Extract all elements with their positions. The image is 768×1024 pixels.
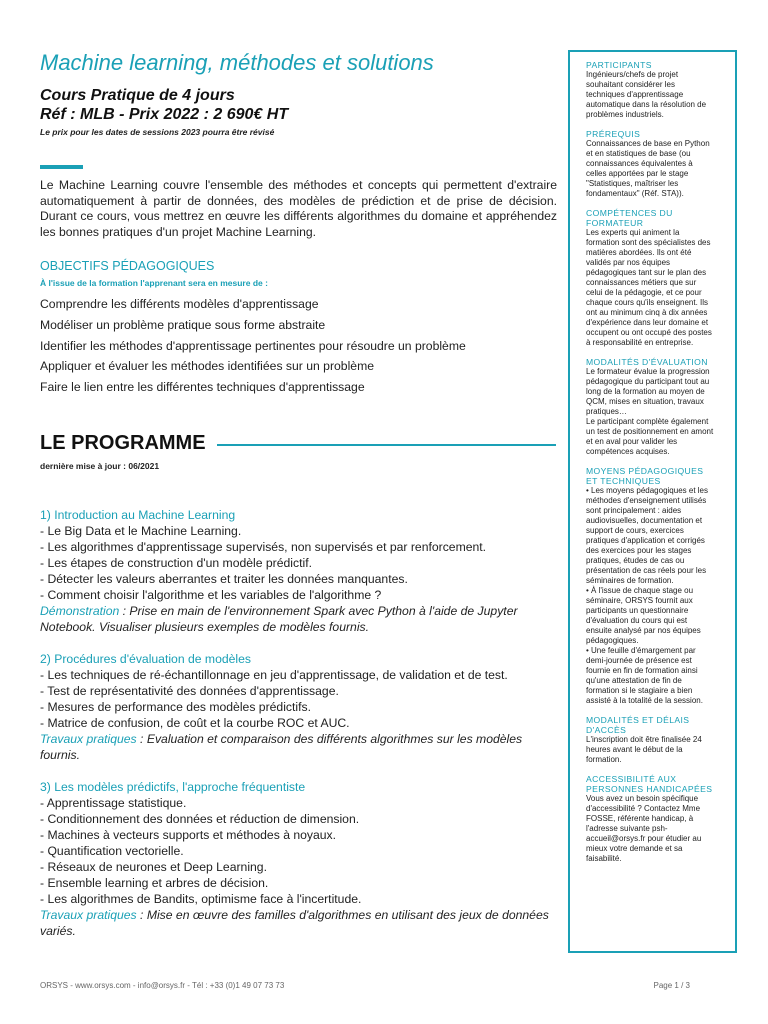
info-sidebar: [568, 50, 737, 953]
section-line: - Quantification vectorielle.: [40, 844, 184, 858]
price-note: Le prix pour les dates de sessions 2023 pourra être révisé: [40, 127, 275, 137]
course-title: Machine learning, méthodes et solutions: [40, 50, 434, 75]
course-duration: Cours Pratique de 4 jours: [40, 87, 235, 104]
practice-text: : Mise en œuvre des familles d'algorithmes en utilisant des jeux de données variés.: [40, 908, 549, 938]
programme-section-1: [40, 507, 560, 635]
section-line: - Comment choisir l'algorithme et les variables de l'algorithme ?: [40, 588, 382, 602]
section-title: 2) Procédures d'évaluation de modèles: [40, 652, 251, 666]
objectives-subheading: À l'issue de la formation l'apprenant sera en mesure de :: [40, 278, 268, 288]
section-line: - Réseaux de neurones et Deep Learning.: [40, 860, 267, 874]
prerequisites-heading: PRÉREQUIS: [586, 129, 641, 139]
objective-item: Identifier les méthodes d'apprentissage pertinentes pour résoudre un problème: [40, 338, 466, 353]
section-line: - Les techniques de ré-échantillonnage en jeu d'apprentissage, de validation et de test.: [40, 668, 508, 682]
section-line: - Matrice de confusion, de coût et la courbe ROC et AUC.: [40, 716, 350, 730]
practice-label: Travaux pratiques: [40, 908, 137, 922]
footer-contact: ORSYS - www.orsys.com - info@orsys.fr - Tél : +33 (0)1 49 07 73 73: [40, 981, 285, 990]
course-reference-price: Réf : MLB - Prix 2022 : 2 690€ HT: [40, 106, 289, 123]
section-title: 1) Introduction au Machine Learning: [40, 508, 236, 522]
section-line: - Machines à vecteurs supports et méthodes à noyaux.: [40, 828, 337, 842]
programme-section-2: [40, 651, 560, 763]
section-line: - Mesures de performance des modèles prédictifs.: [40, 700, 311, 714]
section-practice: [40, 731, 560, 763]
evaluation-text: Le formateur évalue la progression pédagogique du participant tout au long de la formation au moyen de QCM, mises en situation, travaux pratiques… Le participant complète également un test de positionnement en amont et en aval pour valider les compétences acquises.: [586, 367, 714, 456]
objectives-heading: OBJECTIFS PÉDAGOGIQUES: [40, 259, 215, 273]
access-terms-heading: MODALITÉS ET DÉLAIS D'ACCÈS: [586, 715, 690, 735]
section-line: - Conditionnement des données et réduction de dimension.: [40, 812, 360, 826]
teaching-means-heading: MOYENS PÉDAGOGIQUES ET TECHNIQUES: [586, 466, 704, 486]
accent-bar: [40, 165, 83, 169]
objective-item: Modéliser un problème pratique sous forme abstraite: [40, 317, 326, 332]
programme-heading: LE PROGRAMME: [40, 432, 206, 454]
objective-item: Comprendre les différents modèles d'apprentissage: [40, 297, 319, 311]
practice-label: Travaux pratiques: [40, 732, 137, 746]
practice-label: Démonstration: [40, 604, 120, 618]
section-practice: [40, 603, 560, 635]
programme-section-3: [40, 779, 560, 939]
participants-text: Ingénieurs/chefs de projet souhaitant considérer les techniques d'apprentissage automatique dans la résolution de problèmes industriels.: [586, 70, 707, 119]
evaluation-heading: MODALITÉS D'ÉVALUATION: [586, 357, 708, 367]
section-line: - Test de représentativité des données d'apprentissage.: [40, 684, 339, 698]
practice-text: : Evaluation et comparaison des différents algorithmes sur les modèles fournis.: [40, 732, 523, 762]
section-line: - Les algorithmes d'apprentissage supervisés, non supervisés et par renforcement.: [40, 540, 487, 554]
teaching-means-text: • Les moyens pédagogiques et les méthodes d'enseignement utilisés sont principalement : aides audiovisuelles, documentation et support de cours, exercices pratiques d'application et corrigés des exercices pour les stages pratiques, études de cas ou présentation de cas réels pour les séminaires de formation. • À l'issue de chaque stage ou séminaire, ORSYS fournit aux participants un questionnaire d'évaluation du cours qui est ensuite analysé par nos équipes pédagogiques. • Une feuille d'émargement par demi-journée de présence est fournie en fin de formation ainsi qu'une attestation de fin de formation si le stagiaire a bien assisté à la totalité de la session.: [586, 486, 708, 705]
intro-paragraph: Le Machine Learning couvre l'ensemble des méthodes et concepts qui permettent d'extraire automatiquement à partir de données, des modèles de prédiction et de prise de décision. Durant ce cours, vous mettrez en œuvre les différents algorithmes du domaine et appréhendez les bonnes pratiques d'un projet Machine Learning.: [40, 178, 557, 239]
prerequisites-text: Connaissances de base en Python et en statistiques de base (ou connaissances équivalentes à celles apportées par le stage "Statistiques, maîtriser les fondamentaux" (Réf. STA)).: [586, 139, 710, 198]
trainer-skills-text: Les experts qui animent la formation sont des spécialistes des matières abordées. Ils ont été validés par nos équipes pédagogiques tant sur le plan des connaissances métiers que sur celui de la pédagogie, et ce pour chaque cours qu'ils enseignent. Ils ont au minimum cinq à dix années d'expérience dans leur domaine et occupent ou ont occupé des postes à responsabilité en entreprise.: [586, 228, 712, 347]
section-line: - Les algorithmes de Bandits, optimisme face à l'incertitude.: [40, 892, 362, 906]
last-updated: dernière mise à jour : 06/2021: [40, 461, 160, 471]
section-line: - Ensemble learning et arbres de décision.: [40, 876, 269, 890]
accessibility-heading: ACCESSIBILITÉ AUX PERSONNES HANDICAPÉES: [586, 774, 713, 794]
section-line: - Apprentissage statistique.: [40, 796, 187, 810]
page-number: Page 1 / 3: [653, 981, 690, 990]
practice-text: : Prise en main de l'environnement Spark avec Python à l'aide de Jupyter Notebook. Visualiser plusieurs exemples de modèles fournis.: [40, 604, 518, 634]
programme-divider: [217, 444, 556, 446]
section-practice: [40, 907, 560, 939]
objective-item: Faire le lien entre les différentes techniques d'apprentissage: [40, 380, 365, 395]
section-line: - Les étapes de construction d'un modèle prédictif.: [40, 556, 312, 570]
section-line: - Détecter les valeurs aberrantes et traiter les données manquantes.: [40, 572, 408, 586]
accessibility-text: Vous avez un besoin spécifique d'accessibilité ? Contactez Mme FOSSE, référente handicap, à l'adresse suivante psh- accueil@orsys.fr pour étudier au mieux votre demande et sa faisabilité.: [586, 794, 702, 863]
objective-item: Appliquer et évaluer les méthodes identifiées sur un problème: [40, 359, 374, 374]
objectives-list: [40, 294, 466, 398]
participants-heading: PARTICIPANTS: [586, 60, 652, 70]
section-line: - Le Big Data et le Machine Learning.: [40, 524, 242, 538]
access-terms-text: L'inscription doit être finalisée 24 heures avant le début de la formation.: [586, 735, 702, 764]
trainer-skills-heading: COMPÉTENCES DU FORMATEUR: [586, 208, 673, 228]
section-title: 3) Les modèles prédictifs, l'approche fréquentiste: [40, 780, 306, 794]
